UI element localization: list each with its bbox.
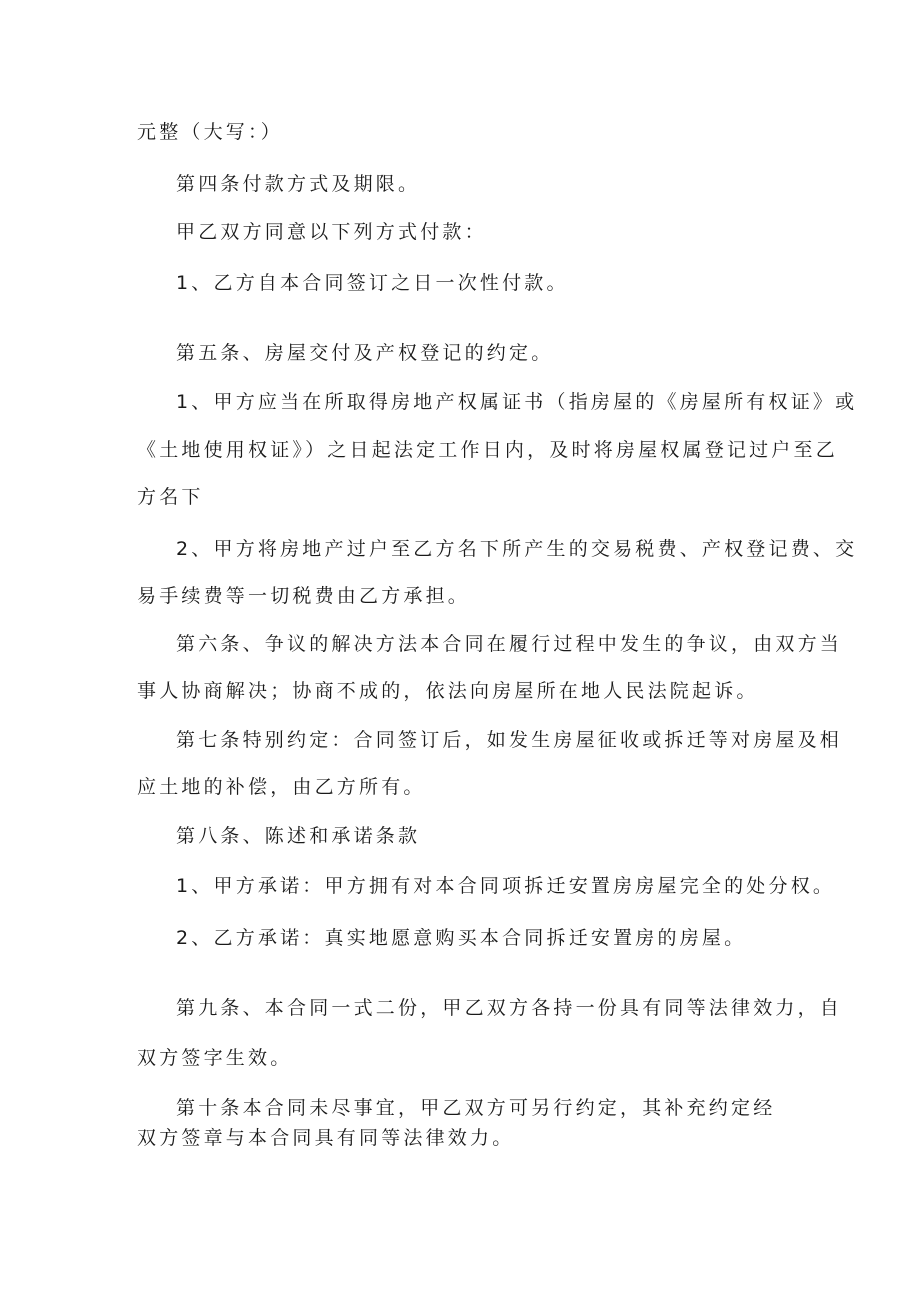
text-line: 第九条、本合同一式二份，甲乙双方各持一份具有同等法律效力，自 [176,997,843,1019]
text-line: 2、乙方承诺：真实地愿意购买本合同拆迁安置房的房屋。 [176,927,747,949]
text-line: 元整（大写：） [137,121,283,143]
text-line: 方名下 [137,486,204,508]
text-line: 第八条、陈述和承诺条款 [176,825,421,847]
text-line: 1、乙方自本合同签订之日一次性付款。 [176,272,569,294]
text-line: 1、甲方承诺：甲方拥有对本合同项拆迁安置房房屋完全的处分权。 [176,875,836,897]
text-line: 第五条、房屋交付及产权登记的约定。 [176,342,554,364]
text-line: 双方签字生效。 [137,1047,293,1069]
text-line: 易手续费等一切税费由乙方承担。 [137,585,471,607]
text-line: 第七条特别约定：合同签订后，如发生房屋征收或拆迁等对房屋及相 [176,729,843,751]
text-line: 事人协商解决；协商不成的，依法向房屋所在地人民法院起诉。 [137,680,759,702]
text-line: 1、甲方应当在所取得房地产权属证书（指房屋的《房屋所有权证》或 [176,391,858,413]
text-line: 2、甲方将房地产过户至乙方名下所产生的交易税费、产权登记费、交 [176,538,858,560]
text-line: 双方签章与本合同具有同等法律效力。 [137,1127,515,1149]
text-line: 第十条本合同未尽事宜，甲乙双方可另行约定，其补充约定经 [176,1097,776,1119]
text-line: 甲乙双方同意以下列方式付款： [176,221,487,243]
text-line: 应土地的补偿，由乙方所有。 [137,776,426,798]
text-line: 第四条付款方式及期限。 [176,173,421,195]
text-line: 《土地使用权证》）之日起法定工作日内，及时将房屋权属登记过户至乙 [137,439,838,461]
text-line: 第六条、争议的解决方法本合同在履行过程中发生的争议，由双方当 [176,633,843,655]
